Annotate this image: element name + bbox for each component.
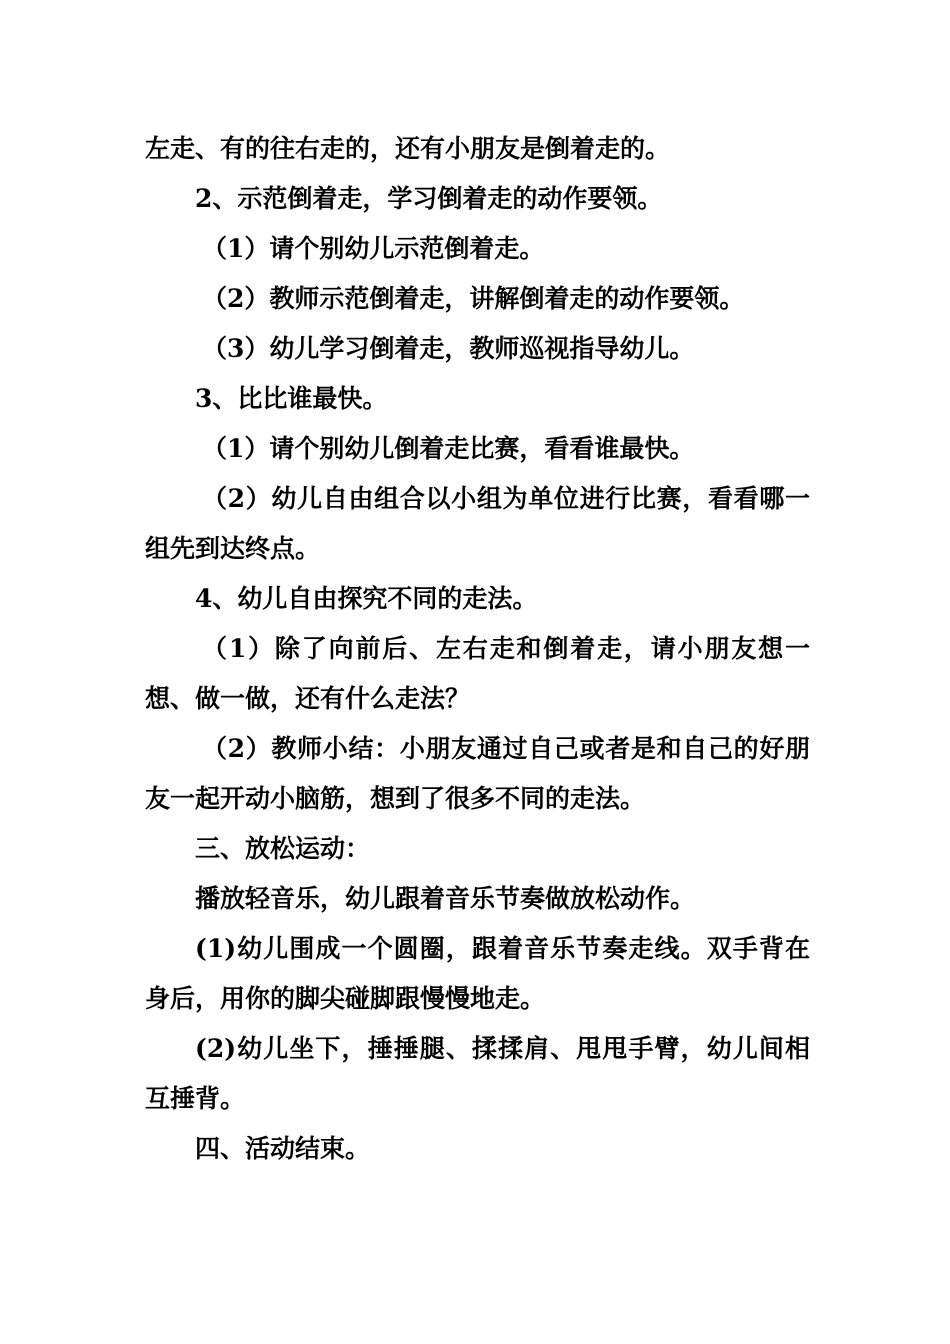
paragraph-continuation: 左走、有的往右走的，还有小朋友是倒着走的。: [145, 134, 671, 163]
paragraph-step-3-1: （1）请个别幼儿倒着走比赛，看看谁最快。: [202, 434, 695, 463]
paragraph-step-2: 2、示范倒着走，学习倒着走的动作要领。: [195, 184, 663, 213]
paragraph-relax-1: (1)幼儿围成一个圆圈，跟着音乐节奏走线。双手背在身后，用你的脚尖碰脚跟慢慢地走。: [145, 934, 810, 1013]
paragraph-step-2-2: （2）教师示范倒着走，讲解倒着走的动作要领。: [202, 284, 745, 313]
document-body: [145, 124, 810, 1174]
paragraph-step-3: 3、比比谁最快。: [195, 384, 388, 413]
paragraph-relax-2: (2)幼儿坐下，捶捶腿、揉揉肩、甩甩手臂，幼儿间相互捶背。: [145, 1034, 810, 1113]
paragraph-step-4-1: （1）除了向前后、左右走和倒着走，请小朋友想一想、做一做，还有什么走法？: [145, 634, 810, 713]
paragraph-step-2-1: （1）请个别幼儿示范倒着走。: [202, 234, 545, 263]
section-heading-relax: 三、放松运动：: [195, 834, 371, 863]
paragraph-step-4-2: （2）教师小结：小朋友通过自己或者是和自己的好朋友一起开动小脑筋，想到了很多不同的走法。: [145, 734, 810, 813]
paragraph-step-2-3: （3）幼儿学习倒着走，教师巡视指导幼儿。: [202, 334, 695, 363]
section-heading-end: 四、活动结束。: [195, 1134, 371, 1163]
paragraph-step-4: 4、幼儿自由探究不同的走法。: [195, 584, 538, 613]
paragraph-step-3-2: （2）幼儿自由组合以小组为单位进行比赛，看看哪一组先到达终点。: [145, 484, 810, 563]
paragraph-relax-intro: 播放轻音乐，幼儿跟着音乐节奏做放松动作。: [195, 884, 696, 913]
